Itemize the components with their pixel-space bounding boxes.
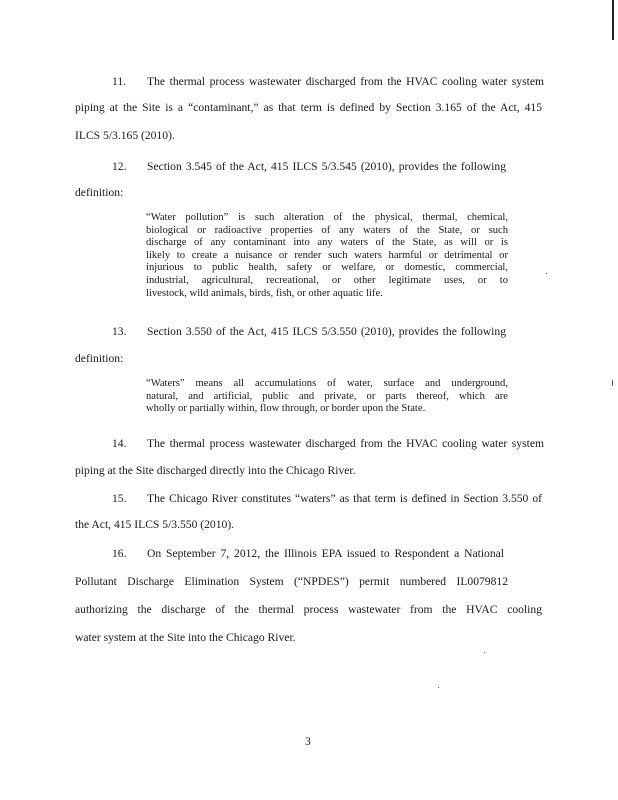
quote-line: injurious to public health, safety or welfare, or domestic, commercial, (146, 262, 508, 274)
definition-quote (146, 212, 508, 300)
quote-line: industrial, agricultural, recreational, or other legitimate uses, or to (146, 274, 508, 286)
paragraph-text: definition: (75, 352, 124, 365)
paragraph-number: 11. (112, 75, 127, 88)
paragraph-text: Section 3.545 of the Act, 415 ILCS 5/3.545 (2010), provides the following (147, 160, 506, 173)
scan-speck (438, 687, 439, 688)
paragraph-text: definition: (75, 186, 124, 199)
paragraph-text: ILCS 5/3.165 (2010). (75, 129, 175, 142)
paragraph-text: The Chicago River constitutes “waters” as that term is defined in Section 3.550 of (147, 492, 542, 505)
quote-line: “Waters” means all accumulations of water, surface and underground, (146, 378, 508, 389)
scan-speck (546, 273, 547, 274)
paragraph-text: piping at the Site is a “contaminant,” as that term is defined by Section 3.165 of the Act, 415 (75, 101, 542, 114)
paragraph-number: 16. (112, 547, 127, 560)
paragraph-number: 15. (112, 492, 127, 505)
quote-line: likely to create a nuisance or render such waters harmful or detrimental or (146, 249, 508, 261)
quote-line: “Water pollution” is such alteration of the physical, thermal, chemical, (146, 212, 508, 223)
paragraph-number: 12. (112, 160, 127, 173)
paragraph-text: On September 7, 2012, the Illinois EPA issued to Respondent a National (147, 547, 504, 560)
quote-line: wholly or partially within, flow through, or border upon the State. (146, 403, 426, 415)
quote-line: discharge of any contaminant into any waters of the State, as will or is (146, 237, 508, 249)
paragraph-text: water system at the Site into the Chicago River. (75, 631, 296, 644)
paragraph-text: Section 3.550 of the Act, 415 ILCS 5/3.550 (2010), provides the following (147, 325, 506, 338)
paragraph-text: Pollutant Discharge Elimination System (“NPDES”) permit numbered IL0079812 (75, 575, 508, 588)
paragraph-text: authorizing the discharge of the thermal process wastewater from the HVAC cooling (75, 603, 542, 616)
page-number: 3 (305, 735, 311, 748)
paragraph-number: 14. (112, 437, 127, 450)
paragraph-text: piping at the Site discharged directly into the Chicago River. (75, 464, 356, 477)
quote-line: livestock, wild animals, birds, fish, or other aquatic life. (146, 287, 383, 299)
paragraph-text: the Act, 415 ILCS 5/3.550 (2010). (75, 518, 235, 531)
quote-line: biological or radioactive properties of any waters of the State, or such (146, 224, 508, 236)
scan-speck (484, 652, 485, 653)
definition-quote (146, 378, 508, 416)
quote-line: natural, and artificial, public and private, or parts thereof, which are (146, 390, 508, 402)
scan-speck (612, 380, 613, 386)
scan-edge-mark (612, 0, 614, 40)
paragraph-number: 13. (112, 325, 127, 338)
paragraph-text: The thermal process wastewater discharged from the HVAC cooling water system (147, 437, 544, 450)
paragraph-text: The thermal process wastewater discharged from the HVAC cooling water system (147, 75, 544, 88)
